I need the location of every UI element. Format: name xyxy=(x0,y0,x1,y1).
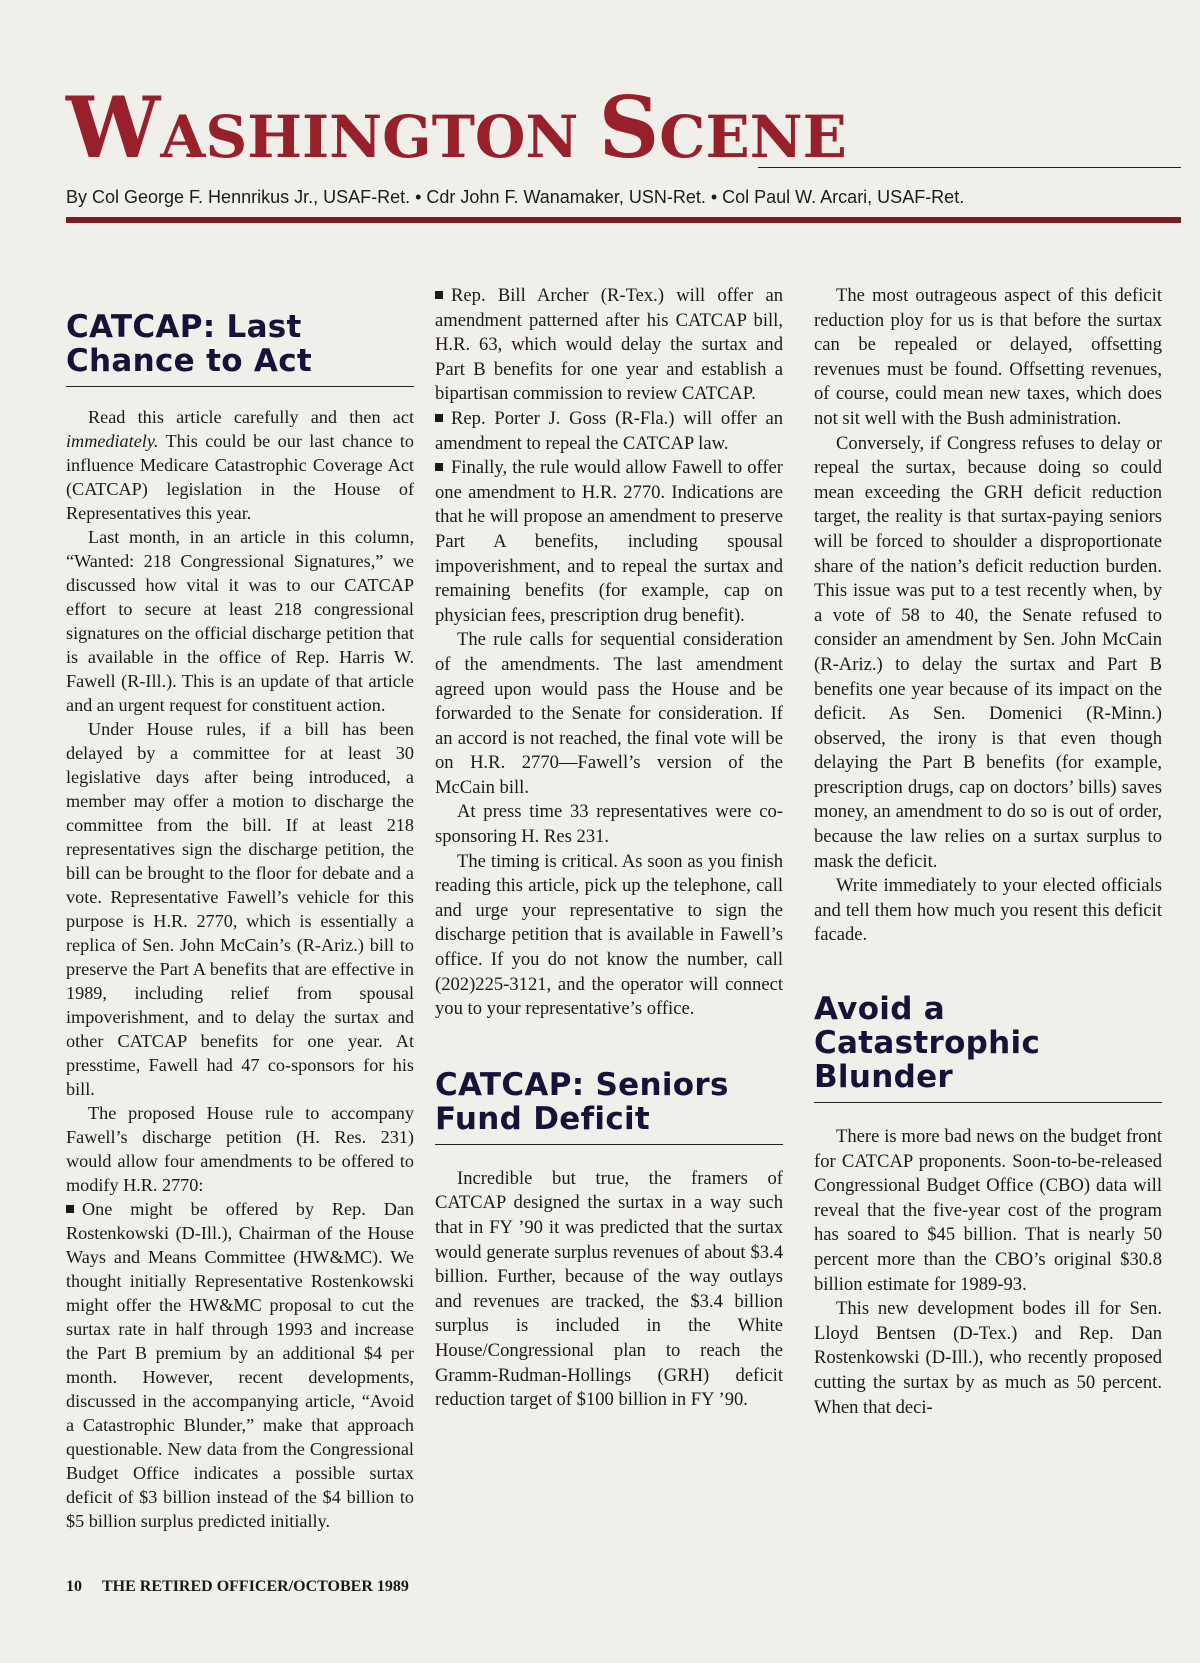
article2-heading: CATCAP: Seniors Fund Deficit xyxy=(435,1068,783,1145)
article1-paragraph: The proposed House rule to accompany Fawell’s discharge petition (H. Res. 231) would allow four amendments to be offered to modify H.R. 2770: xyxy=(66,1103,414,1195)
article2-paragraph: Conversely, if Congress refuses to delay or repeal the surtax, because doing so could mean exceeding the GRH deficit reduction target, the reality is that surtax-paying seniors will be forced to shoulder a disproportionate share of the nation’s deficit reduction burden. This issue was put to a test recently when, by a vote of 58 to 40, the Senate refused to consider an amendment by Sen. John McCain (R-Ariz.) to delay the surtax and Part B benefits one year because of its impact on the deficit. As Sen. Domenici (R-Minn.) observed, the irony is that even though delaying the Part B benefits (for example, prescription drugs, cap on doctors’ bills) saves money, an amendment to do so is out of order, because the law relies on a surtax surplus to mask the deficit. xyxy=(814,432,1162,872)
article1-paragraph: At press time 33 representatives were co-sponsoring H. Res 231. xyxy=(435,801,783,848)
page-footer xyxy=(66,1578,409,1596)
column-2 xyxy=(435,284,783,1413)
article1-paragraph: The rule calls for sequential consideration of the amendments. The last amendment agreed upon would pass the House and be forwarded to the Senate for consideration. If an accord is not reached, the final vote will be on H.R. 2770—Fawell’s version of the McCain bill. xyxy=(435,629,783,798)
byline: By Col George F. Hennrikus Jr., USAF-Ret. • Cdr John F. Wanamaker, USN-Ret. • Col Paul W. Arcari, USAF-Ret. xyxy=(66,187,965,207)
article3-heading: Avoid a Catastrophic Blunder xyxy=(814,992,1162,1103)
article3-paragraph: There is more bad news on the budget front for CATCAP proponents. Soon-to-be-released Congressional Budget Office (CBO) data will reveal that the five-year cost of the program has soared to $45 billion. That is nearly 50 percent more than the CBO’s original $30.8 billion estimate for 1989-93. xyxy=(814,1126,1162,1295)
article1-bullet: Rep. Porter J. Goss (R-Fla.) will offer an amendment to repeal the CATCAP law. xyxy=(435,407,783,454)
article1-bullet: Rep. Bill Archer (R-Tex.) will offer an amendment patterned after his CATCAP bill, H.R. 63, which would delay the surtax and Part B benefits for one year and establish a bipartisan commission to review CATCAP. xyxy=(435,285,783,405)
page-number: 10 xyxy=(66,1578,82,1595)
title-part-2: CENE xyxy=(659,103,847,171)
article1-bullet: Finally, the rule would allow Fawell to offer one amendment to H.R. 2770. Indications are that he will propose an amendment to preserve Part A benefits, including spousal impoverishment, and to repeal the surtax and remaining benefits (for example, cap on physician fees, prescription drug benefit). xyxy=(435,457,783,626)
article2-paragraph: Incredible but true, the framers of CATCAP designed the surtax in a way such that in FY ’90 it was predicted that the surtax would generate surplus revenues of about $3.4 billion. Further, because of the way outlays and revenues are tracked, the $3.4 billion surplus is included in the White House/Congressional plan to reach the Gramm-Rudman-Hollings (GRH) deficit reduction target of $100 billion in FY ’90. xyxy=(435,1167,783,1411)
title-initial-s: S xyxy=(598,78,660,177)
article1-heading: CATCAP: Last Chance to Act xyxy=(66,310,414,387)
column-3 xyxy=(814,284,1162,1420)
publication-name: THE RETIRED OFFICER/OCTOBER 1989 xyxy=(102,1578,409,1595)
bullet-square-icon xyxy=(66,1205,74,1213)
masthead-rule xyxy=(758,167,1181,168)
masthead xyxy=(66,78,1181,177)
bullet-square-icon xyxy=(435,463,443,471)
bullet-square-icon xyxy=(435,291,443,299)
article1-paragraph: Last month, in an article in this column, “Wanted: 218 Congressional Signatures,” we discussed how vital it was to our CATCAP effort to secure at least 218 congressional signatures on the official discharge petition that is available in the office of Rep. Harris W. Fawell (R-Ill.). This is an update of that article and an urgent request for constituent action. xyxy=(66,527,414,715)
article1-paragraph: Under House rules, if a bill has been delayed by a committee for at least 30 legislative days after being introduced, a member may offer a motion to discharge the committee from the bill. If at least 218 representatives sign the discharge petition, the bill can be brought to the floor for debate and a vote. Representative Fawell’s vehicle for this purpose is H.R. 2770, which is essentially a replica of Sen. John McCain’s (R-Ariz.) bill to preserve the Part A benefits that are effective in 1989, including relief from spousal impoverishment, and to delay the surtax and other CATCAP benefits for one year. At presstime, Fawell had 47 co-sponsors for his bill. xyxy=(66,719,414,1099)
article2-paragraph: Write immediately to your elected officials and tell them how much you resent this deficit facade. xyxy=(814,875,1162,946)
article1-paragraph: Read this article carefully and then act immediately. This could be our last chance to influence Medicare Catastrophic Coverage Act (CATCAP) legislation in the House of Representatives this year. xyxy=(66,407,414,523)
section-title xyxy=(66,78,847,177)
article2-paragraph: The most outrageous aspect of this deficit reduction ploy for us is that before the surtax can be repealed or delayed, offsetting revenues must be found. Offsetting revenues, of course, could mean new taxes, which does not sit well with the Bush administration. xyxy=(814,285,1162,429)
article1-paragraph: The timing is critical. As soon as you finish reading this article, pick up the telephone, call and urge your representative to sign the discharge petition that is available in Fawell’s office. If you do not know the number, call (202)225-3121, and the operator will connect you to your representative’s office. xyxy=(435,850,783,1020)
masthead-divider xyxy=(66,217,1181,223)
article3-paragraph: This new development bodes ill for Sen. Lloyd Bentsen (D-Tex.) and Rep. Dan Rostenkowski (D-Ill.), who recently proposed cutting the surtax by as much as 50 percent. When that deci- xyxy=(814,1298,1162,1418)
article1-bullet: One might be offered by Rep. Dan Rostenkowski (D-Ill.), Chairman of the House Ways and Means Committee (HW&MC). We thought initially Representative Rostenkowski might offer the HW&MC proposal to cut the surtax rate in half through 1993 and increase the Part B premium by an additional $4 per month. However, recent developments, discussed in the accompanying article, “Avoid a Catastrophic Blunder,” make that approach questionable. New data from the Congressional Budget Office indicates a possible surtax deficit of $3 billion instead of the $4 billion to $5 billion surplus predicted initially. xyxy=(66,1199,414,1531)
title-part-1: ASHINGTON xyxy=(160,103,599,171)
title-initial-w: W xyxy=(66,78,161,177)
column-1 xyxy=(66,310,414,1533)
bullet-square-icon xyxy=(435,414,443,422)
